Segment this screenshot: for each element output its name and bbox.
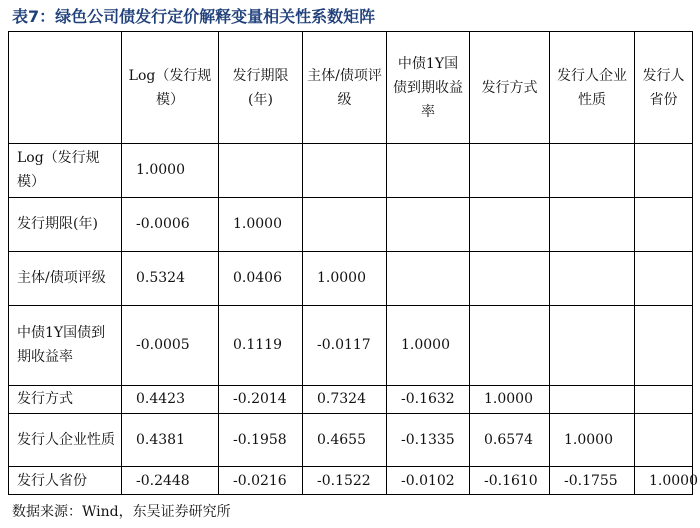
table-row: [9, 197, 693, 251]
value-cell: -0.0117: [303, 305, 387, 385]
value-cell: [550, 144, 635, 198]
value-cell: [470, 144, 550, 198]
value-cell: [219, 144, 303, 198]
value-cell: 0.7324: [303, 386, 387, 413]
value-cell: [635, 305, 693, 385]
value-cell: [635, 386, 693, 413]
header-row: [9, 32, 693, 144]
value-cell: -0.1335: [387, 413, 470, 467]
value-cell: 1.0000: [303, 251, 387, 305]
table-row: [9, 251, 693, 305]
value-cell: -0.0102: [387, 467, 470, 495]
value-cell: -0.2014: [219, 386, 303, 413]
value-cell: -0.0005: [122, 305, 219, 385]
value-cell: 1.0000: [470, 386, 550, 413]
value-cell: [550, 251, 635, 305]
row-label: 发行人企业性质: [9, 413, 122, 467]
row-label: Log（发行规模）: [9, 144, 122, 198]
value-cell: [303, 197, 387, 251]
value-cell: -0.0216: [219, 467, 303, 495]
value-cell: 1.0000: [635, 467, 693, 495]
table-row: [9, 144, 693, 198]
value-cell: [387, 144, 470, 198]
correlation-matrix-table: [8, 31, 698, 495]
row-label: 发行人省份: [9, 467, 122, 495]
table-row: [9, 305, 693, 385]
table-row: [9, 467, 693, 495]
value-cell: 0.0406: [219, 251, 303, 305]
value-cell: [470, 197, 550, 251]
header-cell: 发行人省份: [635, 32, 693, 144]
table-row: [9, 386, 693, 413]
value-cell: [550, 197, 635, 251]
value-cell: 0.4381: [122, 413, 219, 467]
header-cell: 发行期限(年): [219, 32, 303, 144]
value-cell: [550, 386, 635, 413]
value-cell: 1.0000: [219, 197, 303, 251]
value-cell: [635, 251, 693, 305]
value-cell: 1.0000: [122, 144, 219, 198]
value-cell: -0.1755: [550, 467, 635, 495]
table-title: 表7：绿色公司债发行定价解释变量相关性系数矩阵: [12, 7, 376, 26]
value-cell: [635, 197, 693, 251]
value-cell: [470, 251, 550, 305]
value-cell: -0.1632: [387, 386, 470, 413]
header-cell: 发行人企业性质: [550, 32, 635, 144]
value-cell: [303, 144, 387, 198]
table-row: [9, 413, 693, 467]
value-cell: [387, 251, 470, 305]
value-cell: -0.1522: [303, 467, 387, 495]
header-cell: 发行方式: [470, 32, 550, 144]
value-cell: -0.2448: [122, 467, 219, 495]
value-cell: 1.0000: [550, 413, 635, 467]
header-cell: 主体/债项评级: [303, 32, 387, 144]
row-label: 中债1Y国债到期收益率: [9, 305, 122, 385]
header-cell: Log（发行规模）: [122, 32, 219, 144]
value-cell: [387, 197, 470, 251]
row-label: 发行方式: [9, 386, 122, 413]
value-cell: -0.0006: [122, 197, 219, 251]
source-note: 数据来源：Wind，东吴证券研究所: [12, 504, 231, 520]
value-cell: 0.5324: [122, 251, 219, 305]
value-cell: [550, 305, 635, 385]
value-cell: 0.4655: [303, 413, 387, 467]
value-cell: 0.6574: [470, 413, 550, 467]
value-cell: 0.4423: [122, 386, 219, 413]
row-label: 主体/债项评级: [9, 251, 122, 305]
value-cell: -0.1958: [219, 413, 303, 467]
row-label: 发行期限(年): [9, 197, 122, 251]
value-cell: 1.0000: [387, 305, 470, 385]
header-cell: 中债1Y国债到期收益率: [387, 32, 470, 144]
value-cell: 0.1119: [219, 305, 303, 385]
value-cell: [635, 144, 693, 198]
value-cell: [635, 413, 693, 467]
value-cell: [470, 305, 550, 385]
header-cell: [9, 32, 122, 144]
value-cell: -0.1610: [470, 467, 550, 495]
